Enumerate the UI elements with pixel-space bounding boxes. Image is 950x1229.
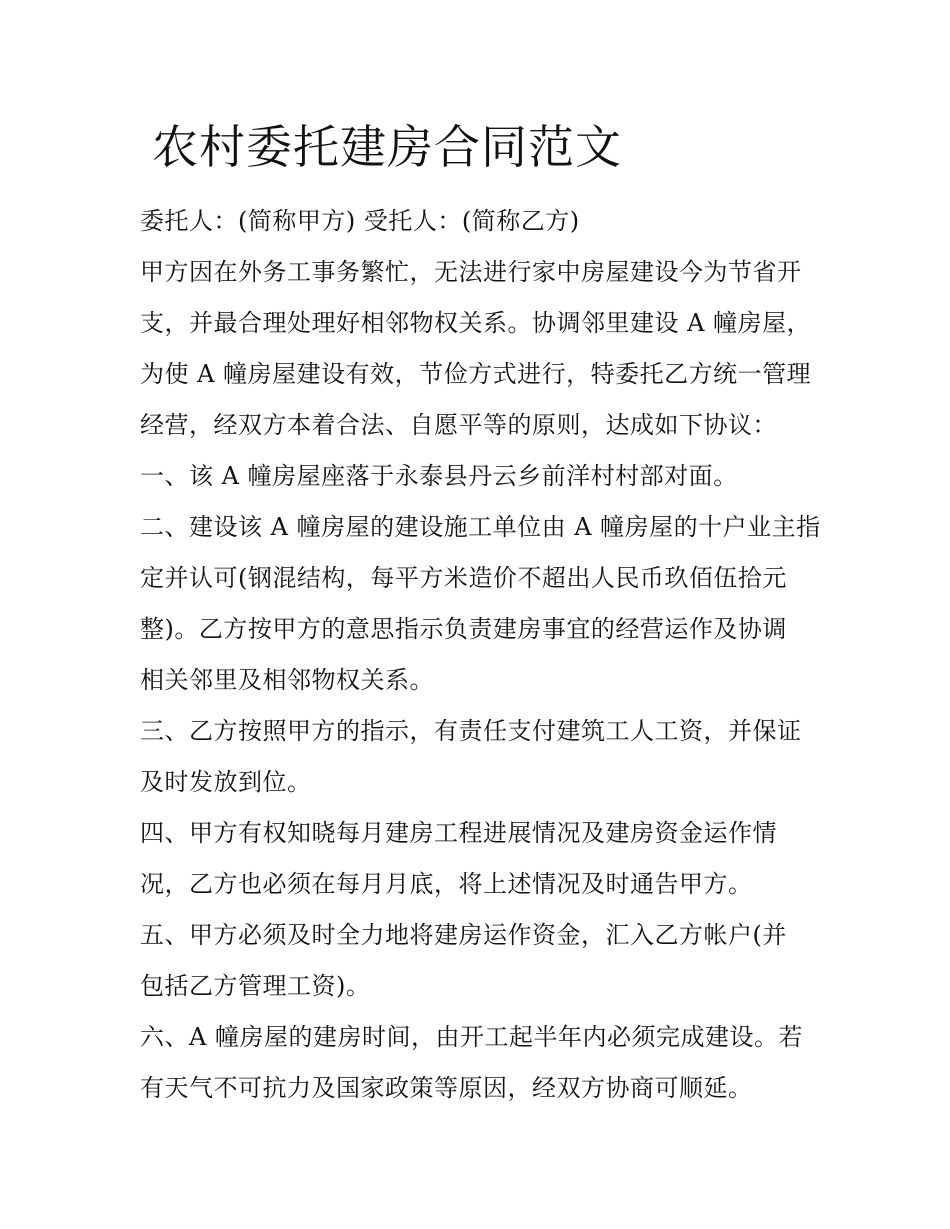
text-line: 定并认可(钢混结构，每平方米造价不超出人民币玖佰伍拾元 xyxy=(140,564,787,592)
text-line: 经营，经双方本着合法、自愿平等的原则，达成如下协议： xyxy=(140,411,777,439)
text-line: 况，乙方也必须在每月月底，将上述情况及时通告甲方。 xyxy=(140,870,753,898)
text-line: 包括乙方管理工资)。 xyxy=(140,972,371,1000)
text-line: 有天气不可抗力及国家政策等原因，经双方协商可顺延。 xyxy=(140,1074,753,1102)
document-body xyxy=(140,196,820,1114)
text-line: 及时发放到位。 xyxy=(140,768,312,796)
text-line: 支，并最合理处理好相邻物权关系。协调邻里建设 A 幢房屋， xyxy=(140,309,812,337)
text-line: 三、乙方按照甲方的指示，有责任支付建筑工人工资，并保证 xyxy=(140,717,802,745)
text-line: 委托人：(简称甲方) 受托人：(简称乙方) xyxy=(140,207,580,235)
text-line: 四、甲方有权知晓每月建房工程进展情况及建房资金运作情 xyxy=(140,819,777,847)
text-line: 甲方因在外务工事务繁忙，无法进行家中房屋建设今为节省开 xyxy=(140,258,802,286)
document-title: 农村委托建房合同范文 xyxy=(152,120,622,174)
text-line: 为使 A 幢房屋建设有效，节俭方式进行，特委托乙方统一管理 xyxy=(140,360,812,388)
text-line: 五、甲方必须及时全力地将建房运作资金，汇入乙方帐户(并 xyxy=(140,921,787,949)
text-line: 一、该 A 幢房屋座落于永泰县丹云乡前洋村村部对面。 xyxy=(140,462,738,490)
text-line: 六、A 幢房屋的建房时间，由开工起半年内必须完成建设。若 xyxy=(140,1023,803,1051)
text-line: 相关邻里及相邻物权关系。 xyxy=(140,666,434,694)
text-line: 整)。乙方按甲方的意思指示负责建房事宜的经营运作及协调 xyxy=(140,615,787,643)
text-line: 二、建设该 A 幢房屋的建设施工单位由 A 幢房屋的十户业主指 xyxy=(140,513,821,541)
